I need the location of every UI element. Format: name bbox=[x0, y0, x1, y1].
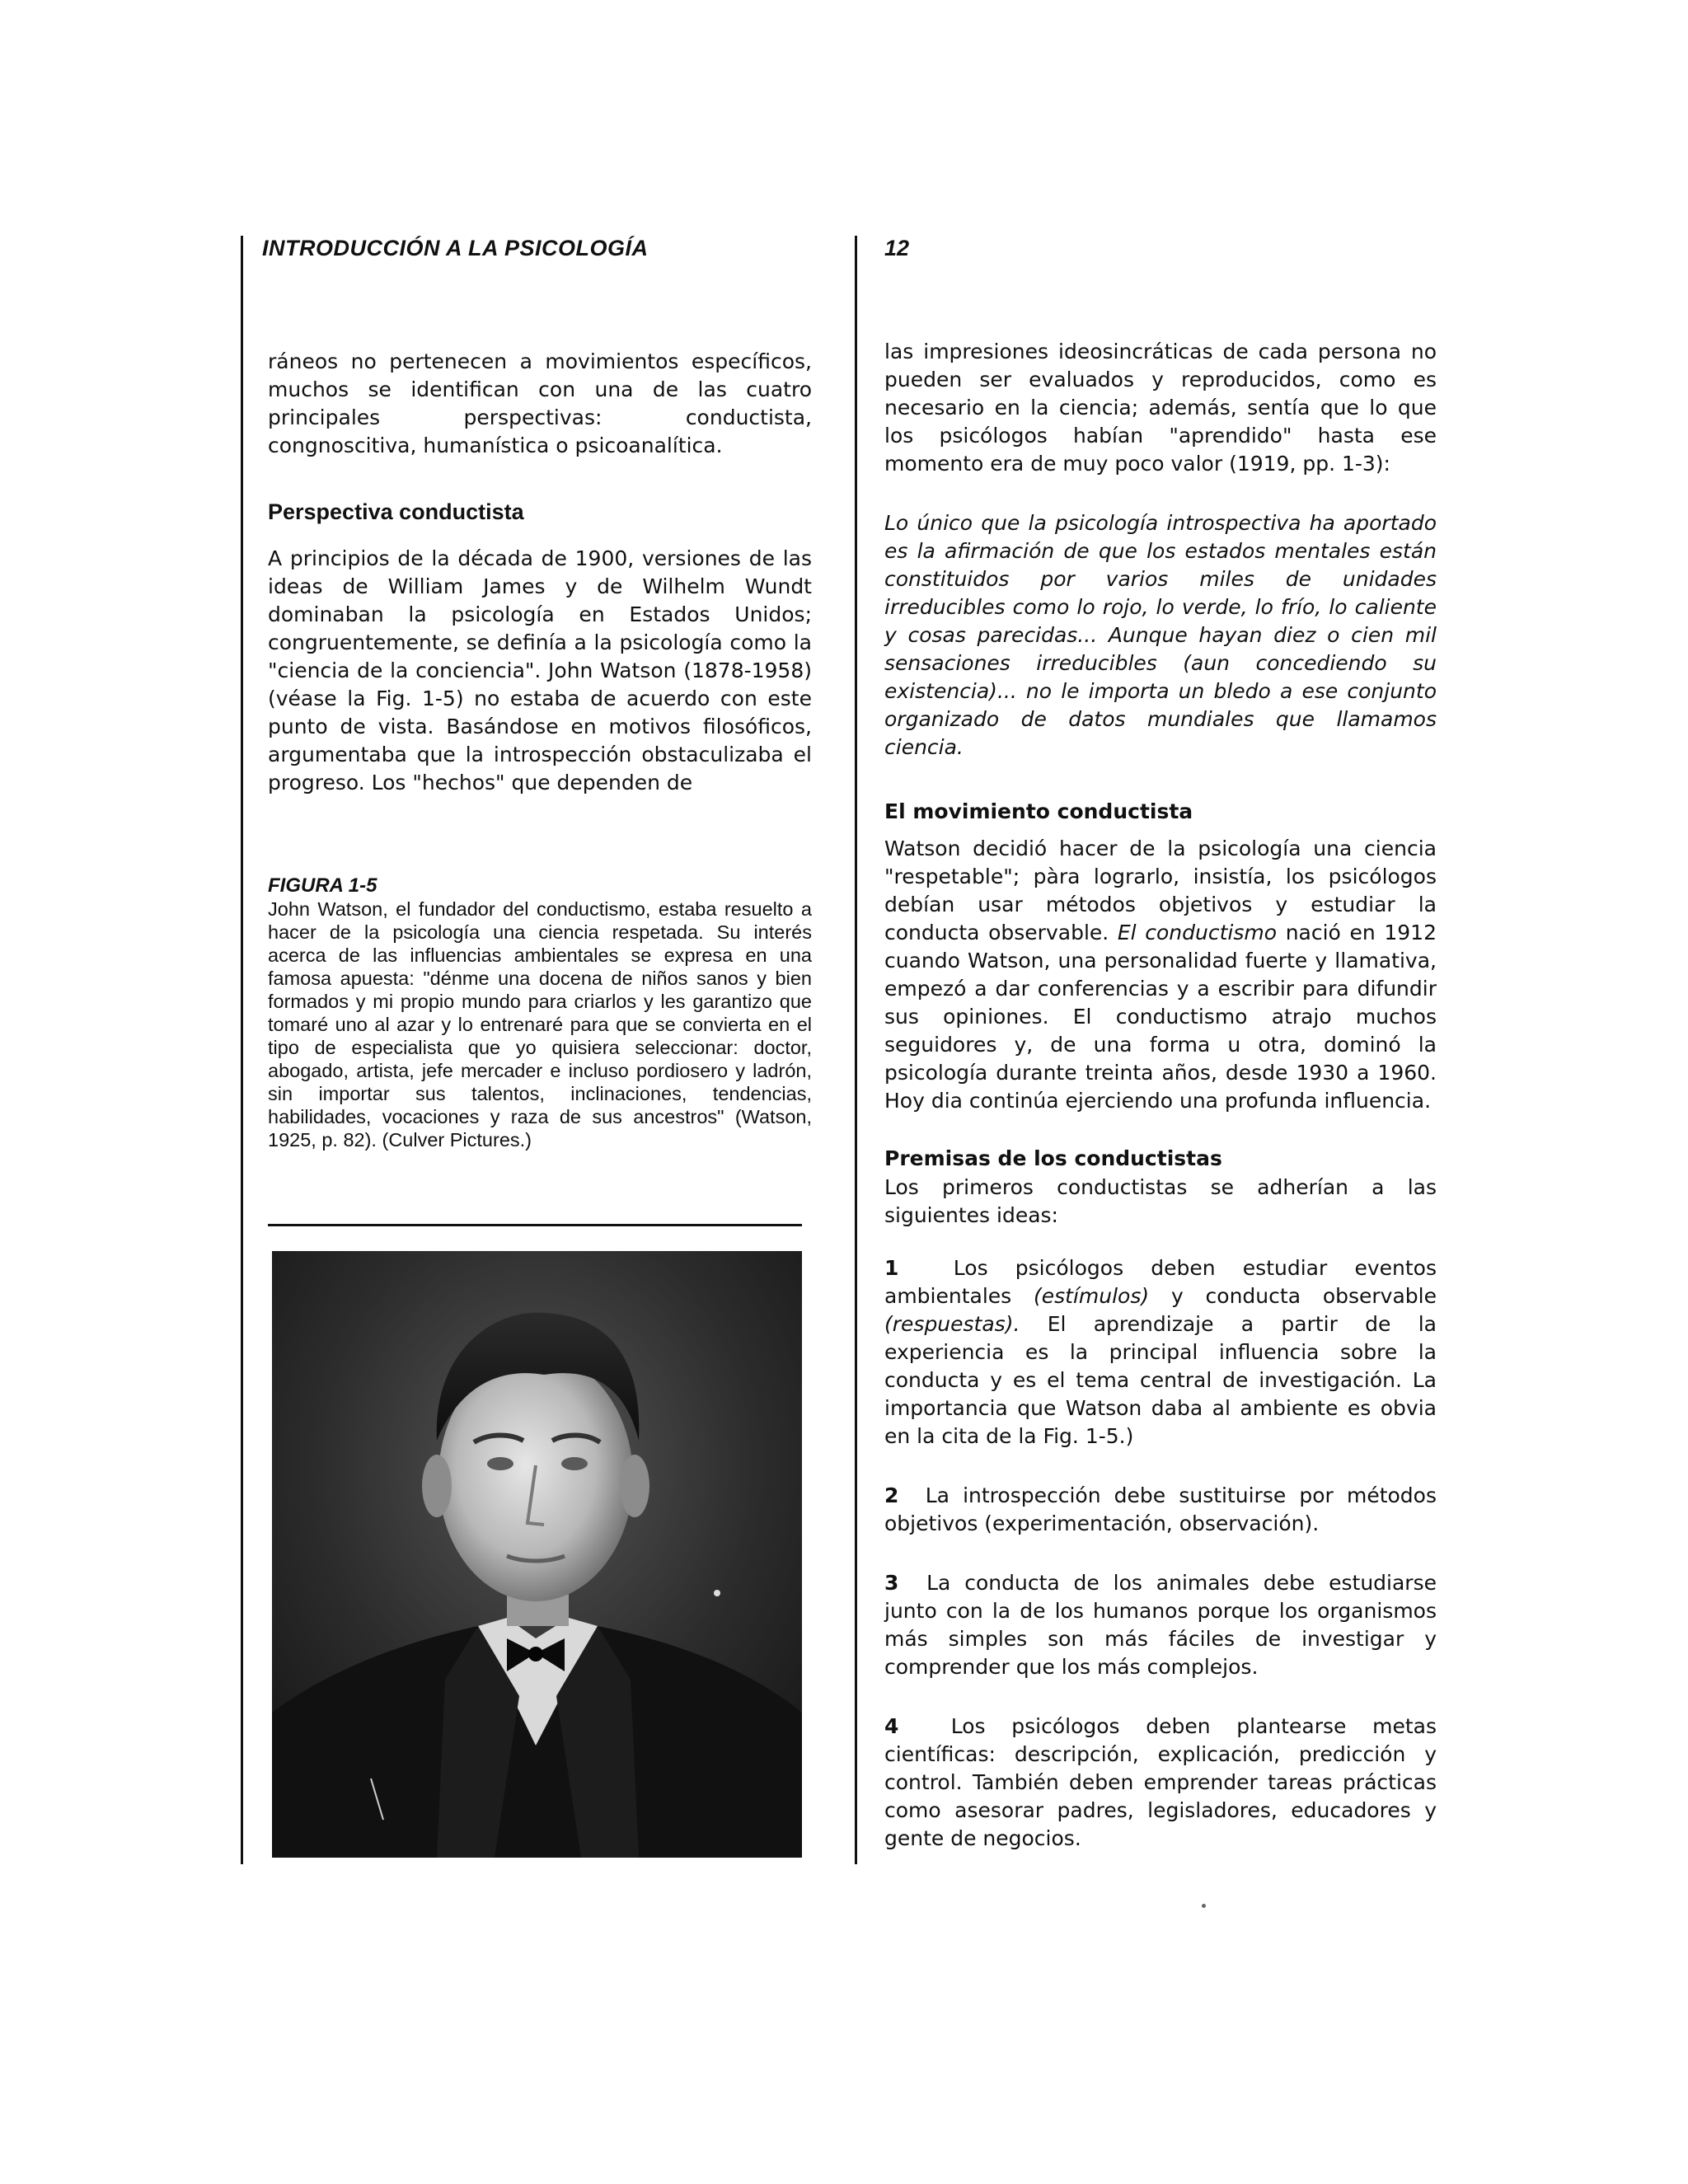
premise-number: 4 bbox=[884, 1714, 899, 1738]
premise-item bbox=[884, 1713, 1437, 1853]
premise-text: Los psicólogos deben plantearse metas científicas: descripción, explicación, predicción y control. También deben emprender tareas prácticas como asesorar padres, legisladores, educadores y gente de negocios. bbox=[884, 1714, 1437, 1850]
premise-text: Los psicólogos deben estudiar eventos ambientales bbox=[884, 1256, 1437, 1308]
movement-paragraph bbox=[884, 835, 1437, 1115]
page-number: 12 bbox=[884, 236, 910, 260]
premise-number: 1 bbox=[884, 1256, 899, 1280]
premise-item bbox=[884, 1254, 1437, 1451]
premise-item bbox=[884, 1569, 1437, 1681]
figure-caption: John Watson, el fundador del conductismo, estaba resuelto a hacer de la psicología una ciencia respetada. Su interés acerca de las influencias ambientales se expresa en una famosa apuesta: "dénme una docena de niños sanos y bien formados y mi propio mundo para criarlos y les garantizo que tomaré uno al azar y lo entrenaré para que se convierta en el tipo de especialista que yo quisiera seleccionar: doctor, abogado, artista, jefe mercader e incluso pordiosero y ladrón, sin importar sus talentos, inclinaciones, tendencias, habilidades, vocaciones y raza de sus ancestros" (Watson, 1925, p. 82). (Culver Pictures.) bbox=[268, 898, 812, 1151]
premise-term: (estímulos) bbox=[1034, 1284, 1150, 1308]
portrait-image bbox=[272, 1251, 802, 1858]
print-speck bbox=[1202, 1904, 1206, 1908]
premise-text: El aprendizaje a partir de la experiencia es la principal influencia sobre la conducta y es el tema central de investigación. La importancia que Watson daba al ambiente es obvia en la cita de la Fig. 1-5.) bbox=[884, 1312, 1437, 1448]
running-title: INTRODUCCIÓN A LA PSICOLOGÍA bbox=[262, 236, 649, 260]
section-heading-conductista: Perspectiva conductista bbox=[268, 499, 524, 524]
right-column bbox=[884, 338, 1437, 1853]
premise-text: La conducta de los animales debe estudiarse junto con la de los humanos porque los organismos más simples son más fáciles de investigar y comprender que los más complejos. bbox=[884, 1571, 1437, 1679]
premise-number: 3 bbox=[884, 1571, 899, 1595]
right-paragraph-1: las impresiones ideosincráticas de cada persona no pueden ser evaluados y reproducidos, como es necesario en la ciencia; además, sentía que lo que los psicólogos habían "aprendido" hasta ese momento era de muy poco valor (1919, pp. 1-3): bbox=[884, 340, 1437, 476]
premises-intro: Los primeros conductistas se adherían a las siguientes ideas: bbox=[884, 1175, 1437, 1227]
block-quote bbox=[884, 509, 1437, 762]
figure-caption-block bbox=[268, 874, 812, 1151]
quote-text: Lo único que la psicología introspectiva ha aportado es la afirmación de que los estados mentales están constituidos por varios miles de unidades irreducibles como lo rojo, lo verde, lo frío, lo caliente y cosas parecidas... Aunque hayan diez o cien mil sensaciones irreducibles (aun concediendo su existencia)... no le importa un bledo a ese conjunto organizado de datos mundiales que llamamos ciencia. bbox=[884, 511, 1437, 759]
premise-text: y conducta observable bbox=[1170, 1284, 1437, 1308]
movement-term: El conductismo bbox=[1117, 921, 1278, 944]
heading-premisas: Premisas de los conductistas bbox=[884, 1146, 1222, 1170]
premise-item bbox=[884, 1482, 1437, 1538]
figure-label: FIGURA 1-5 bbox=[268, 874, 377, 897]
premise-number: 2 bbox=[884, 1483, 899, 1507]
john-watson-portrait-photo bbox=[272, 1251, 802, 1858]
premise-term: (respuestas). bbox=[884, 1312, 1020, 1336]
left-margin-rule bbox=[241, 236, 243, 1864]
section-paragraph: A principios de la década de 1900, versiones de las ideas de William James y de Wilhelm Wundt dominaban la psicología en Estados Unidos; congruentemente, se definía a la psicología como la "ciencia de la conciencia". John Watson (1878-1958) (véase la Fig. 1-5) no estaba de acuerdo con este punto de vista. Basándose en motivos filosóficos, argumentaba que la introspección obstaculizaba el progreso. Los "hechos" que dependen de bbox=[268, 546, 812, 794]
movement-text-b: nació en 1912 cuando Watson, una personalidad fuerte y llamativa, empezó a dar conferencias y a escribir para difundir sus opiniones. El conductismo atrajo muchos seguidores y, de una forma u otra, dominó la psicología durante treinta años, desde 1930 a 1960. Hoy dia continúa ejerciendo una profunda influencia. bbox=[884, 921, 1437, 1113]
left-column bbox=[268, 348, 812, 1151]
premise-text: La introspección debe sustituirse por métodos objetivos (experimentación, observación). bbox=[884, 1483, 1437, 1535]
movement-text-a: Watson decidió hacer de la psicología una ciencia "respetable"; pàra lograrlo, insistía, los psicólogos debían usar métodos objetivos y estudiar la conducta observable. bbox=[884, 837, 1437, 944]
heading-movimiento-conductista: El movimiento conductista bbox=[884, 799, 1193, 823]
figure-rule bbox=[268, 1224, 802, 1226]
column-divider-rule bbox=[855, 236, 857, 1864]
intro-paragraph: ráneos no pertenecen a movimientos específicos, muchos se identifican con una de las cuatro principales perspectivas: conductista, congnoscitiva, humanística o psicoanalítica. bbox=[268, 349, 812, 457]
